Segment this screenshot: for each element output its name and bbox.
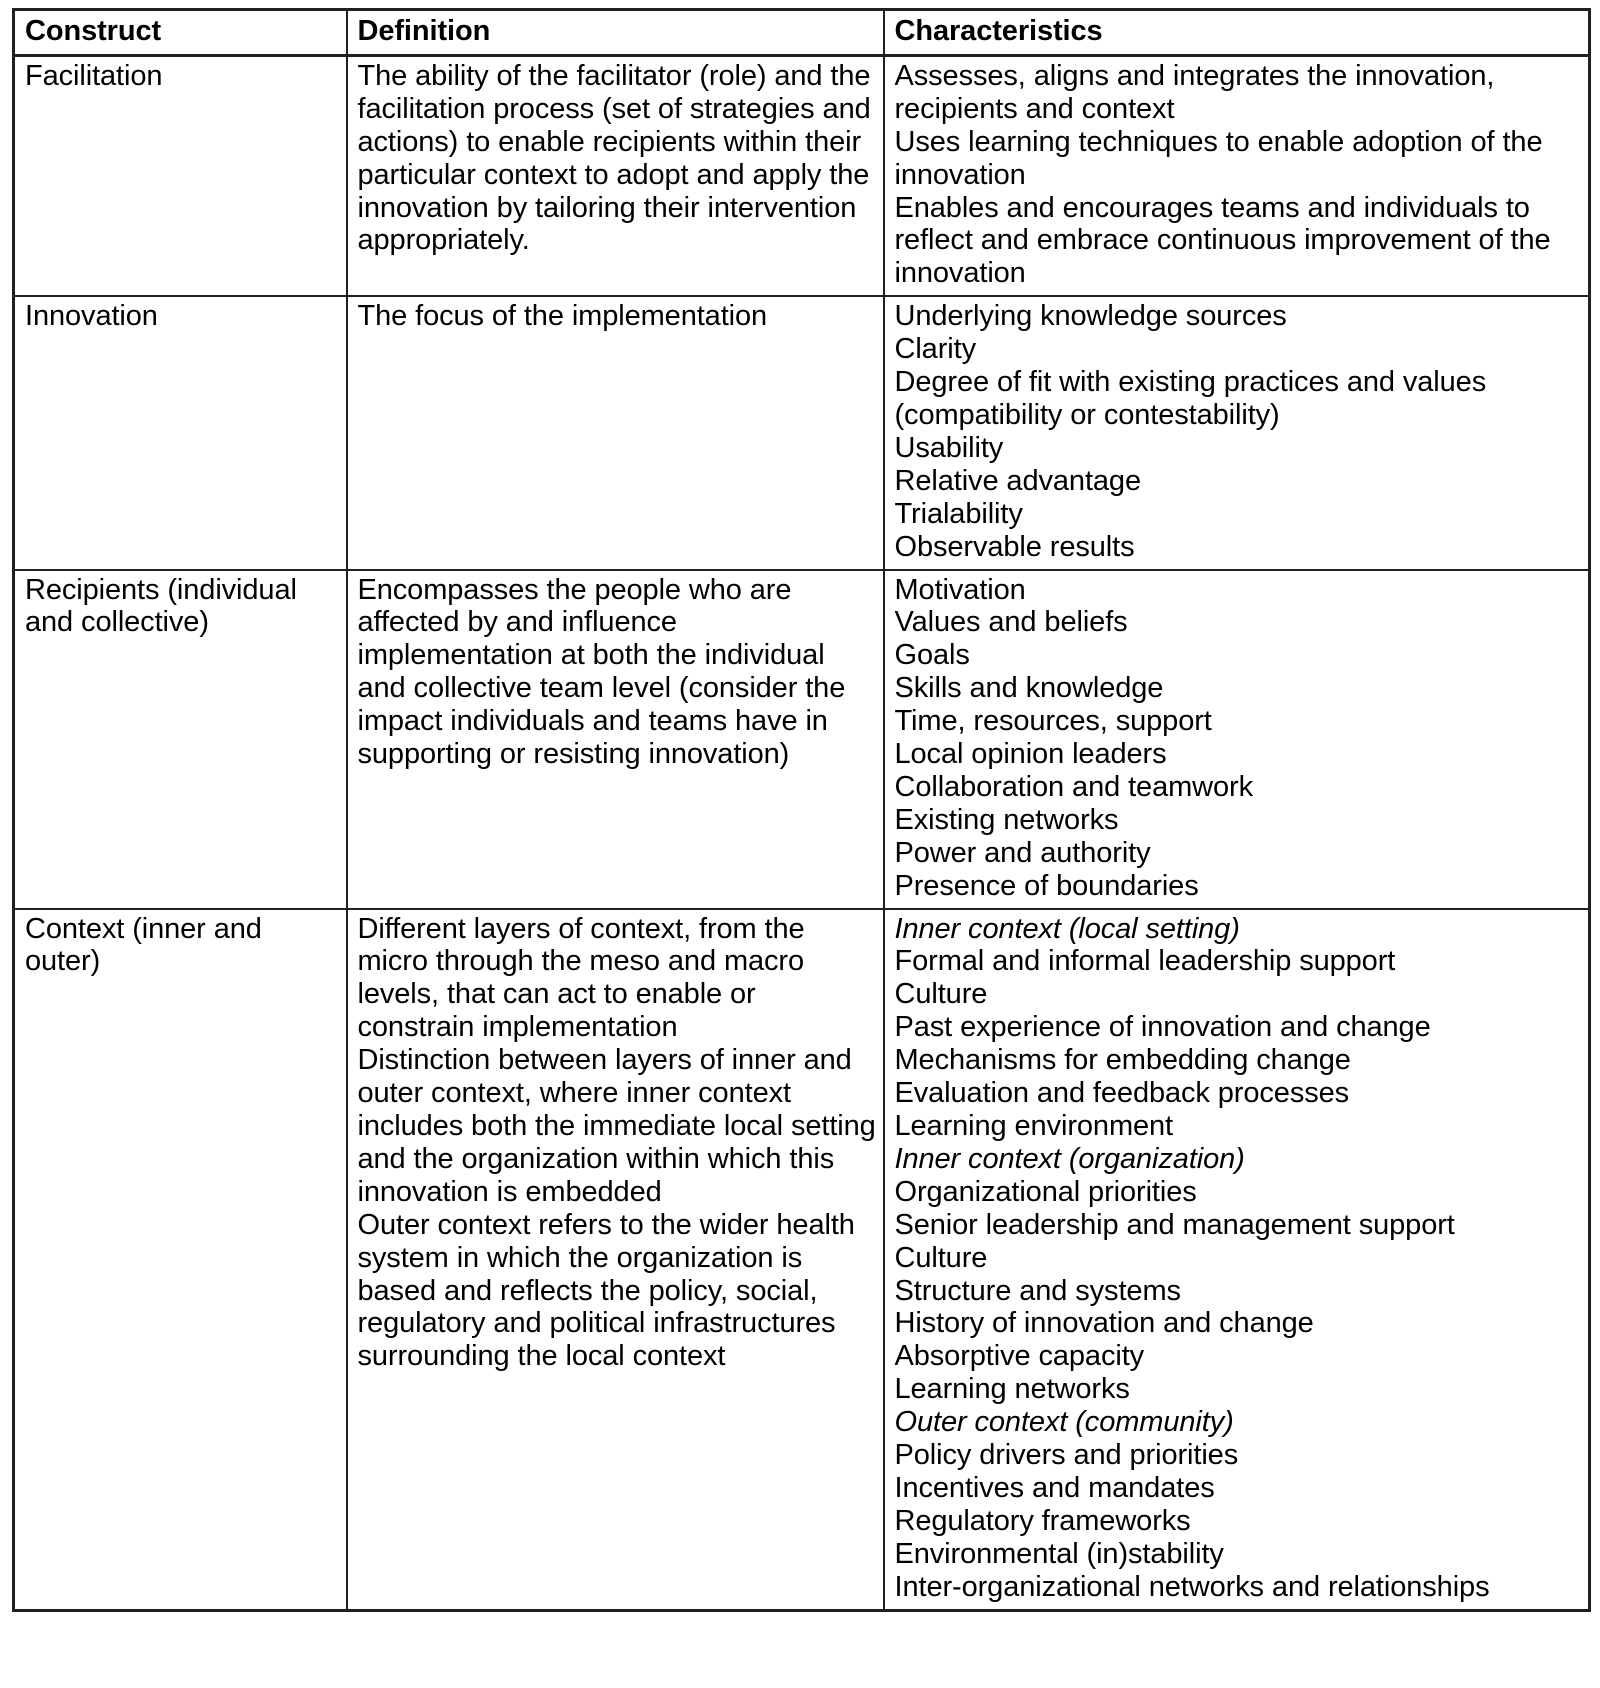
table-row <box>14 909 1590 1611</box>
characteristics-item: Existing networks <box>894 803 1119 836</box>
characteristics-item: Learning networks <box>894 1373 1130 1406</box>
table-header <box>14 10 1590 56</box>
characteristics-item: Time, resources, support <box>894 705 1212 738</box>
table-header-row <box>14 10 1590 56</box>
column-header-characteristics: Characteristics <box>884 10 1590 56</box>
characteristics-item: Usability <box>894 431 1004 464</box>
characteristics-item: Collaboration and teamwork <box>894 770 1253 803</box>
characteristics-item: History of innovation and change <box>894 1307 1314 1340</box>
definition-paragraph: Distinction between layers of inner and outer context, where inner context includes both the immediate local setting and the organization within which this innovation is embedded <box>357 1044 876 1208</box>
characteristics-item: Degree of fit with existing practices and values (compatibility or contestability) <box>894 366 1487 431</box>
characteristics-item: Incentives and mandates <box>894 1471 1215 1504</box>
definition-cell <box>347 570 884 909</box>
characteristics-item: Past experience of innovation and change <box>894 1011 1431 1044</box>
characteristics-item: Values and beliefs <box>894 606 1128 639</box>
characteristics-item: Evaluation and feedback processes <box>894 1077 1350 1110</box>
column-header-definition: Definition <box>347 10 884 56</box>
characteristics-subheading: Outer context (community) <box>894 1406 1234 1439</box>
characteristics-cell <box>884 296 1590 569</box>
characteristics-item: Environmental (in)stability <box>894 1537 1224 1570</box>
constructs-table <box>12 8 1591 1612</box>
construct-cell: Facilitation <box>14 55 347 296</box>
definition-cell <box>347 296 884 569</box>
characteristics-item: Absorptive capacity <box>894 1340 1145 1373</box>
characteristics-item: Motivation <box>894 573 1026 606</box>
table-body <box>14 55 1590 1610</box>
table-row <box>14 55 1590 296</box>
table-row <box>14 570 1590 909</box>
characteristics-item: Skills and knowledge <box>894 672 1164 705</box>
table-row <box>14 296 1590 569</box>
characteristics-item: Underlying knowledge sources <box>894 300 1287 333</box>
characteristics-item: Structure and systems <box>894 1274 1181 1307</box>
characteristics-item: Learning environment <box>894 1110 1174 1142</box>
characteristics-item: Regulatory frameworks <box>894 1504 1191 1537</box>
characteristics-item: Clarity <box>894 333 976 366</box>
definition-paragraph: The focus of the implementation <box>357 300 768 333</box>
characteristics-item: Senior leadership and management support <box>894 1208 1455 1241</box>
characteristics-item: Policy drivers and priorities <box>894 1439 1239 1472</box>
definition-paragraph: Different layers of context, from the micro through the meso and macro levels, that can act to enable or constrain implementation <box>357 912 805 1044</box>
characteristics-cell <box>884 909 1590 1611</box>
definition-paragraph: Encompasses the people who are affected by and influence implementation at both the individual and collective team level (consider the impact individuals and teams have in supporting or resisting innovation) <box>357 573 846 771</box>
definition-cell <box>347 909 884 1611</box>
characteristics-item: Power and authority <box>894 836 1151 869</box>
characteristics-item: Enables and encourages teams and individuals to reflect and embrace continuous improvement of the innovation <box>894 191 1551 290</box>
characteristics-item: Formal and informal leadership support <box>894 945 1396 978</box>
characteristics-item: Inter-organizational networks and relationships <box>894 1570 1490 1603</box>
characteristics-item: Trialability <box>894 497 1023 530</box>
characteristics-item: Goals <box>894 639 970 672</box>
definition-paragraph: The ability of the facilitator (role) and the facilitation process (set of strategies and actions) to enable recipients within their particular context to adopt and apply the innovation by tailoring their intervention appropriately. <box>357 59 871 257</box>
definition-cell <box>347 55 884 296</box>
characteristics-item: Culture <box>894 1241 988 1274</box>
characteristics-item: Presence of boundaries <box>894 869 1199 902</box>
characteristics-item: Mechanisms for embedding change <box>894 1044 1351 1077</box>
column-header-construct: Construct <box>14 10 347 56</box>
construct-cell: Recipients (individual and collective) <box>14 570 347 909</box>
characteristics-cell <box>884 570 1590 909</box>
characteristics-item: Uses learning techniques to enable adoption of the innovation <box>894 125 1543 191</box>
characteristics-cell <box>884 55 1590 296</box>
characteristics-item: Observable results <box>894 530 1135 563</box>
characteristics-item: Organizational priorities <box>894 1175 1197 1208</box>
characteristics-subheading: Inner context (organization) <box>894 1142 1245 1175</box>
construct-cell: Context (inner and outer) <box>14 909 347 1611</box>
characteristics-item: Assesses, aligns and integrates the innovation, recipients and context <box>894 59 1495 125</box>
characteristics-item: Local opinion leaders <box>894 738 1167 771</box>
characteristics-item: Relative advantage <box>894 464 1141 497</box>
construct-cell: Innovation <box>14 296 347 569</box>
characteristics-item: Culture <box>894 978 988 1011</box>
definition-paragraph: Outer context refers to the wider health system in which the organization is based and reflects the policy, social, regulatory and political infrastructures surrounding the local context <box>357 1208 855 1373</box>
characteristics-subheading: Inner context (local setting) <box>894 912 1240 945</box>
